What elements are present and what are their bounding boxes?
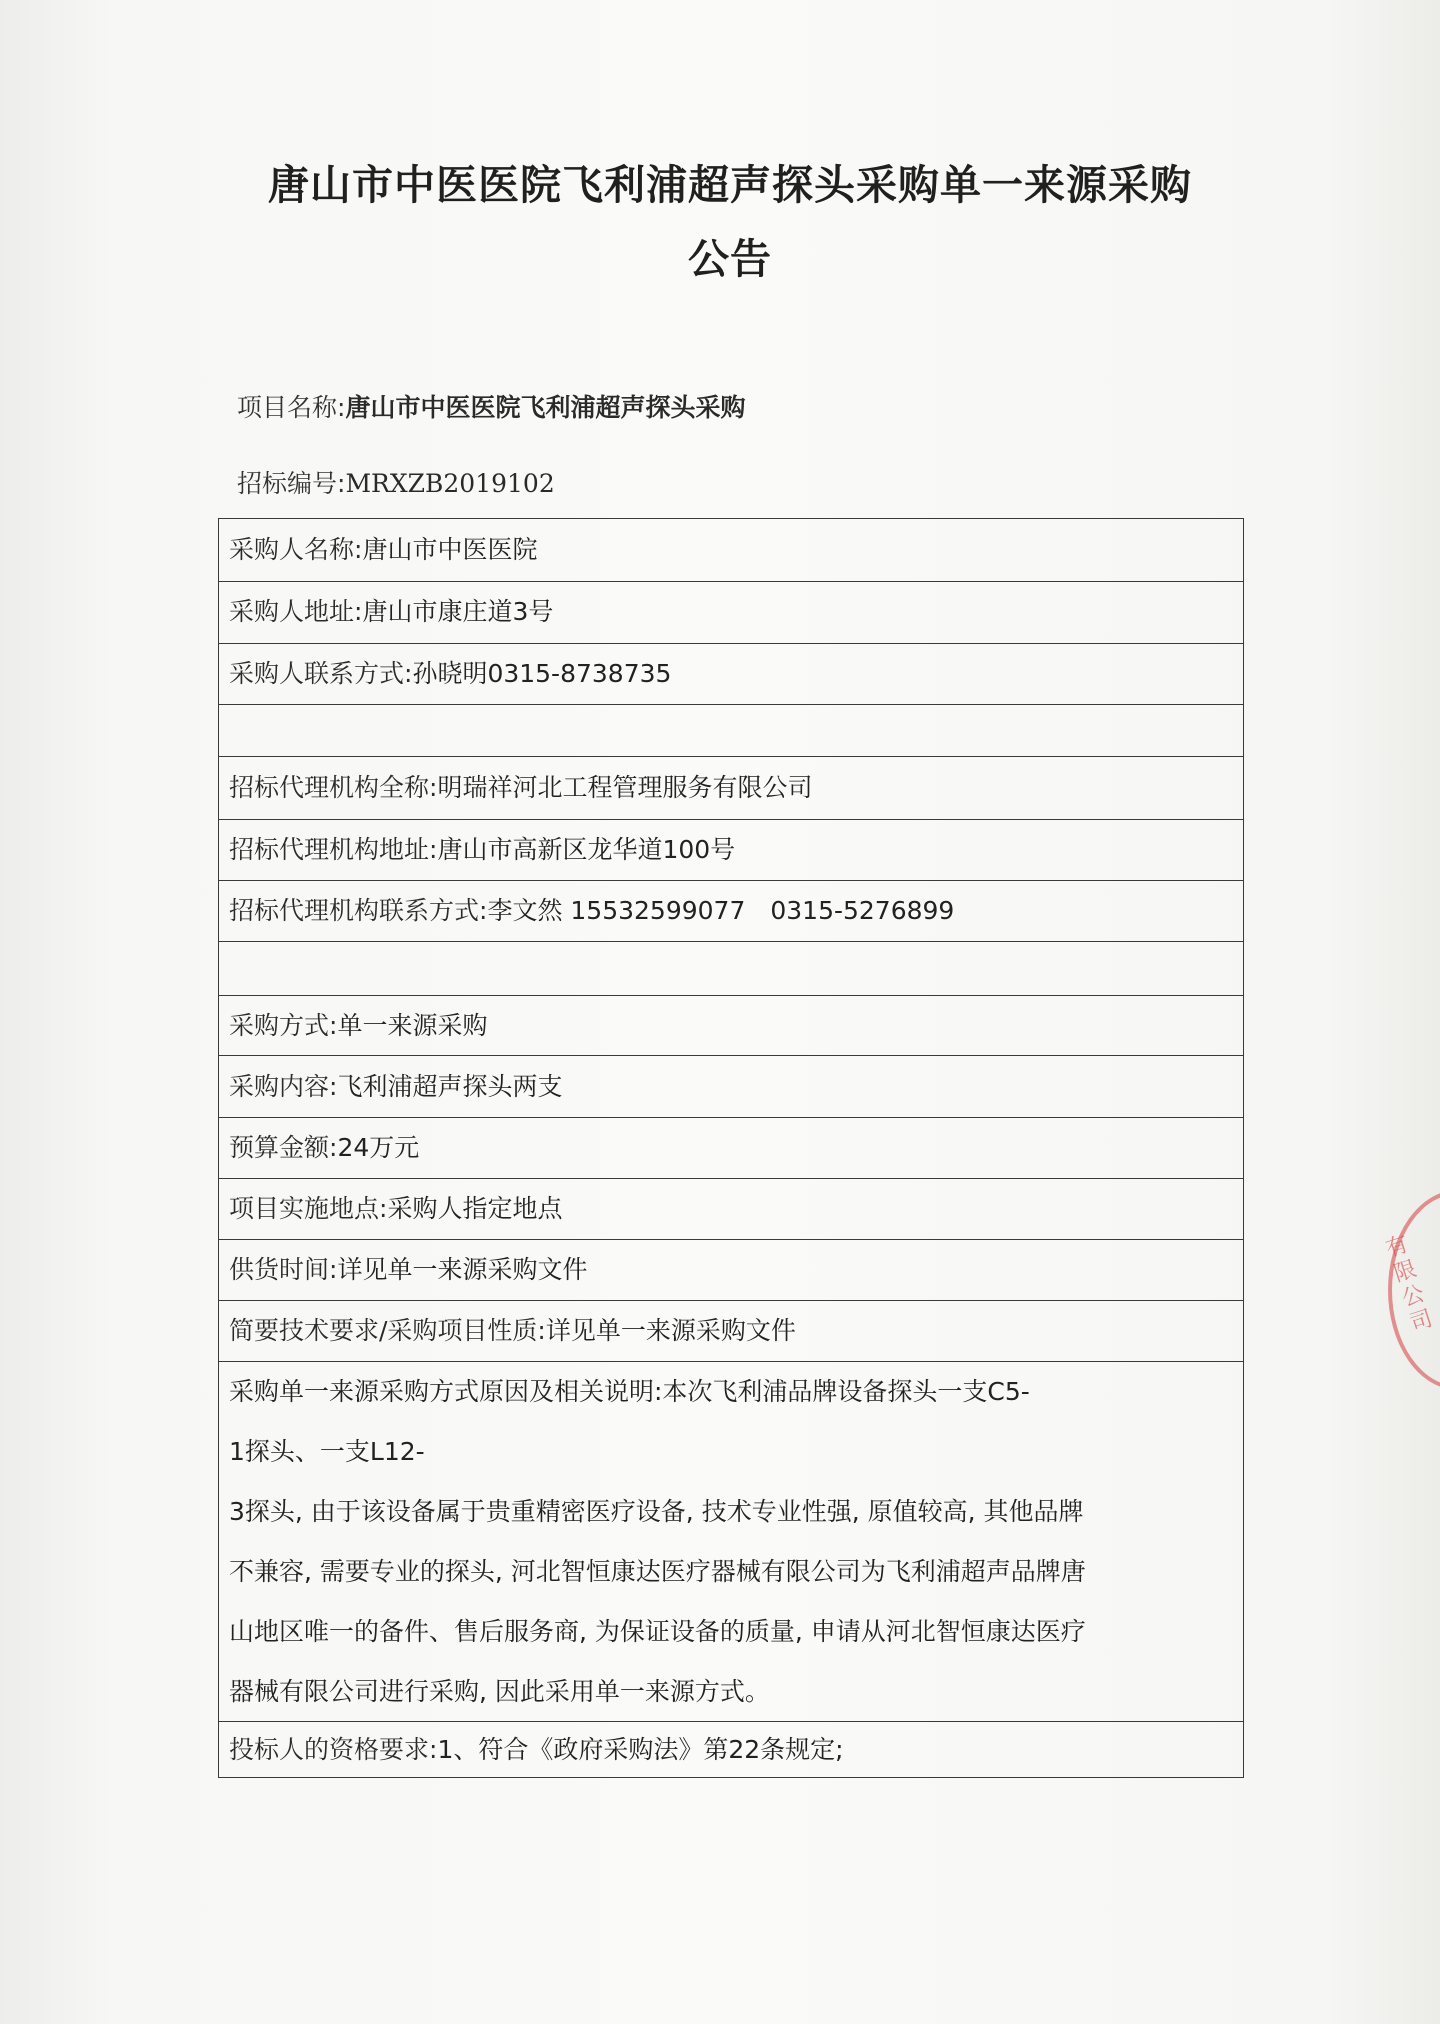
table-row (219, 1301, 1243, 1362)
row-label: 采购人名称: (229, 535, 363, 564)
row-value: 李文然 15532599077 0315-5276899 (487, 896, 955, 925)
row-label: 投标人的资格要求: (229, 1735, 438, 1764)
bid-number-line (237, 464, 555, 500)
row-label: 采购人地址: (229, 597, 363, 626)
row-value: 明瑞祥河北工程管理服务有限公司 (437, 773, 813, 802)
announcement-table (218, 518, 1244, 1778)
table-row (219, 1056, 1243, 1118)
table-row (219, 1240, 1243, 1301)
table-row (219, 1118, 1243, 1179)
row-value: 孙晓明0315-8738735 (412, 659, 672, 688)
table-row (219, 1179, 1243, 1240)
table-row-empty (219, 942, 1243, 996)
row-label: 项目实施地点: (229, 1194, 388, 1223)
qualification-row (219, 1722, 1243, 1779)
document-title-line2: 公告 (688, 235, 772, 283)
table-row (219, 582, 1243, 644)
table-row (219, 996, 1243, 1056)
red-seal-stamp-text: 有限公司 (1382, 1231, 1436, 1337)
reason-line: 器械有限公司进行采购, 因此采用单一来源方式。 (229, 1677, 770, 1706)
table-row (219, 757, 1243, 820)
table-row (219, 820, 1243, 881)
table-row (219, 881, 1243, 942)
row-label: 采购内容: (229, 1072, 338, 1101)
reason-line: 采购单一来源采购方式原因及相关说明:本次飞利浦品牌设备探头一支C5- (229, 1377, 1030, 1406)
table-row (219, 519, 1243, 582)
project-name-line (237, 388, 745, 424)
bid-number-value: MRXZB2019102 (345, 469, 555, 498)
reason-row (219, 1362, 1243, 1722)
row-value: 24万元 (337, 1133, 420, 1162)
bid-number-label: 招标编号: (237, 469, 346, 498)
reason-paragraph (229, 1362, 1219, 1722)
table-row (219, 644, 1243, 705)
row-value: 详见单一来源采购文件 (337, 1255, 588, 1284)
row-value: 唐山市康庄道3号 (362, 597, 554, 626)
reason-line: 3探头, 由于该设备属于贵重精密医疗设备, 技术专业性强, 原值较高, 其他品牌 (229, 1497, 1084, 1526)
row-label: 采购方式: (229, 1011, 338, 1040)
row-label: 招标代理机构联系方式: (229, 896, 488, 925)
row-value: 飞利浦超声探头两支 (337, 1072, 563, 1101)
row-value: 唐山市中医医院 (362, 535, 538, 564)
reason-line: 山地区唯一的备件、售后服务商, 为保证设备的质量, 申请从河北智恒康达医疗 (229, 1617, 1086, 1646)
row-label: 预算金额: (229, 1133, 338, 1162)
row-label: 招标代理机构地址: (229, 835, 438, 864)
project-name-label: 项目名称: (237, 393, 346, 422)
row-label: 招标代理机构全称: (229, 773, 438, 802)
row-value: 采购人指定地点 (387, 1194, 563, 1223)
row-value: 单一来源采购 (337, 1011, 488, 1040)
row-value: 1、符合《政府采购法》第22条规定; (437, 1735, 844, 1764)
reason-line: 不兼容, 需要专业的探头, 河北智恒康达医疗器械有限公司为飞利浦超声品牌唐 (229, 1557, 1086, 1586)
row-label: 采购人联系方式: (229, 659, 413, 688)
document-title-line1: 唐山市中医医院飞利浦超声探头采购单一来源采购 (268, 161, 1192, 209)
table-row-empty (219, 705, 1243, 757)
row-value: 唐山市高新区龙华道100号 (437, 835, 736, 864)
reason-line: 1探头、一支L12- (229, 1437, 425, 1466)
row-value: 详见单一来源采购文件 (545, 1316, 796, 1345)
row-label: 供货时间: (229, 1255, 338, 1284)
row-label: 简要技术要求/采购项目性质: (229, 1316, 546, 1345)
project-name-value: 唐山市中医医院飞利浦超声探头采购 (345, 393, 746, 422)
